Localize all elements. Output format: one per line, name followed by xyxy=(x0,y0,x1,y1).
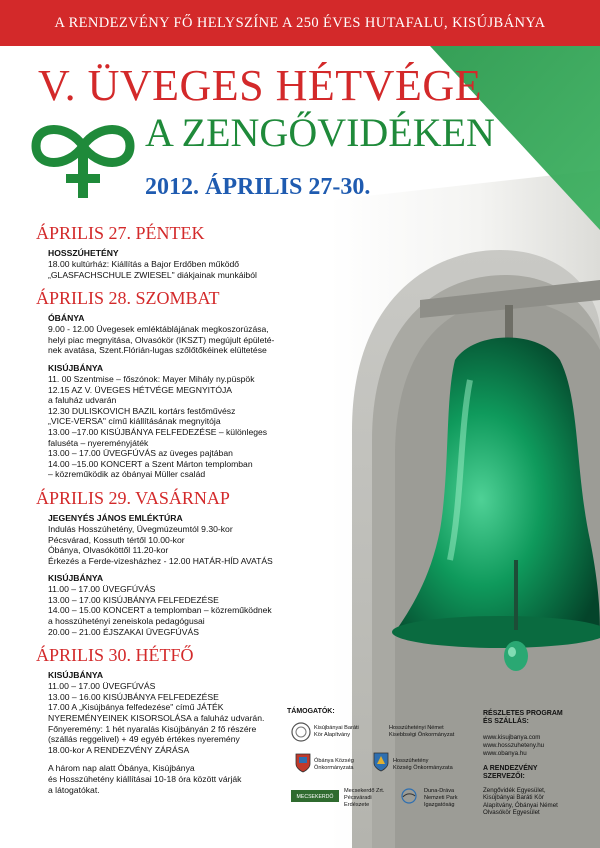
day-block-sunday xyxy=(36,487,356,637)
mecsekerdo-logo xyxy=(291,790,339,802)
program-line: 13.00 – 16.00 KISÚJBÁNYA FELFEDEZÉSE xyxy=(48,691,219,702)
organizer-line: Kisújbányai Baráti Kör xyxy=(483,794,544,802)
program-line: 14.00 –15.00 KONCERT a Szent Márton templomban xyxy=(48,458,253,469)
program-line: Indulás Hosszúhetény, Üvegmúzeumtól 9.30-kor xyxy=(48,523,233,534)
sponsor-duna-drava: Duna-Dráva Nemzeti Park Igazgatóság xyxy=(424,788,458,808)
sponsor-hosszuheteny-onkormanyzat: Hosszúhetény Község Önkormányzata xyxy=(393,758,453,771)
info-panel xyxy=(483,710,595,817)
day-heading: ÁPRILIS 30. HÉTFŐ xyxy=(36,645,194,666)
program-line: 11. 00 Szentmise – főszónok: Mayer Mihály ny.püspök xyxy=(48,373,255,384)
program-line: 11.00 – 17.00 ÜVEGFÚVÁS xyxy=(48,584,156,595)
program-line: 17.00 A „Kisújbánya felfedezése" című JÁTÉK xyxy=(48,702,224,713)
sponsor-hosszuhetenyi-nemet: Hosszúhetényi Német Kisebbségi Önkormányzat xyxy=(389,725,455,738)
coat-of-arms-icon xyxy=(295,753,311,773)
svg-text:MECSEKERDŐ: MECSEKERDŐ xyxy=(296,794,334,801)
organizer-line: Zengővidék Egyesület, xyxy=(483,786,546,794)
program-line: 13.00 – 17.00 ÜVEGFÚVÁS az üveges pajtában xyxy=(48,448,233,459)
program-line: a hosszúhetényi zeneiskola pedagógusai xyxy=(48,616,205,627)
program-line: a faluház udvarán xyxy=(48,395,117,406)
program-section xyxy=(48,513,356,566)
program-section xyxy=(48,313,356,356)
sponsor-mecsekerdo: Mecsekerdő Zrt. Pécsváradi Erdészete xyxy=(344,788,385,808)
program-line: 13.00 – 17.00 KISÚJBÁNYA FELFEDEZÉSE xyxy=(48,594,219,605)
event-subtitle: A ZENGŐVIDÉKEN xyxy=(145,110,495,155)
day-heading: ÁPRILIS 27. PÉNTEK xyxy=(36,223,205,243)
program-line: 9.00 - 12.00 Üvegesek emléktáblájának megkoszorúzása, xyxy=(48,324,269,335)
day-block-saturday xyxy=(36,287,356,480)
section-title: ÓBÁNYA xyxy=(48,313,85,324)
program-line: helyi piac megnyitása, Olvasókör (IKSZT) megújult épületé- xyxy=(48,334,275,345)
program-line: Érkezés a Ferde-vizesházhez - 12.00 HATÁR-HÍD AVATÁS xyxy=(48,555,273,566)
program-line: „VICE-VERSA" című kiállításának megnyitója xyxy=(48,416,221,427)
program-line: 12.30 DULISKOVICH BAZIL kortárs festőművész xyxy=(48,405,236,416)
program-line: Főnyeremény: 1 hét nyaralás Kisújbányán 2 fő részére xyxy=(48,723,257,734)
top-banner: A RENDEZVÉNY FŐ HELYSZÍNE A 250 ÉVES HUTAFALU, KISÚJBÁNYA xyxy=(0,0,600,46)
program-line: (szállás reggelivel) + 49 egyéb értékes nyeremény xyxy=(48,734,240,745)
program-line: 18.00 kultúrház: Kiállítás a Bajor Erdőben működő xyxy=(48,259,240,269)
sponsors-panel xyxy=(287,708,477,843)
event-date: 2012. ÁPRILIS 27-30. xyxy=(145,174,371,200)
seal-icon xyxy=(291,722,311,742)
day-heading: ÁPRILIS 29. VASÁRNAP xyxy=(36,487,230,508)
program-section xyxy=(48,363,356,480)
program-info-title: RÉSZLETES PROGRAM ÉS SZÁLLÁS: xyxy=(483,710,563,726)
closing-line: A három nap alatt Óbánya, Kisújbánya xyxy=(48,763,195,774)
program-line: 11.00 – 17.00 ÜVEGFÚVÁS xyxy=(48,681,156,692)
program-line: NYEREMÉNYEINEK KISORSOLÁSA a faluház udvarán. xyxy=(48,713,265,724)
program-line: 14.00 – 15.00 KONCERT a templomban – közreműködnek xyxy=(48,605,272,616)
website-link[interactable]: www.hosszuheteny.hu xyxy=(483,742,545,749)
program-line: Óbánya, Olvasóköttől 11.20-kor xyxy=(48,545,169,556)
program-line: nek avatása, Szent.Flórián-lugas szőlőtőkéinek elültetése xyxy=(48,345,267,356)
day-heading: ÁPRILIS 28. SZOMBAT xyxy=(36,288,220,309)
day-block-friday xyxy=(36,222,356,280)
closing-line: a látogatókat. xyxy=(48,784,100,795)
coat-of-arms-icon xyxy=(373,752,389,772)
program-line: Pécsvárad, Kossuth tértől 10.00-kor xyxy=(48,534,185,545)
program-line: 20.00 – 21.00 ÉJSZAKAI ÜVEGFÚVÁS xyxy=(48,626,199,637)
organizer-line: Olvasókör Egyesület xyxy=(483,809,540,817)
section-title: KISÚJBÁNYA xyxy=(48,362,104,373)
program-line: 12.15 AZ V. ÜVEGES HÉTVÉGE MEGNYITÓJA xyxy=(48,384,233,395)
sponsor-kisujbanya-kor: Kisújbányai Baráti Kör Alapítvány xyxy=(314,725,359,738)
sponsor-obanya-onkormanyzat: Óbánya Község Önkormányzata xyxy=(314,758,354,771)
section-title: JEGENYÉS JÁNOS EMLÉKTÚRA xyxy=(48,512,183,523)
sponsors-title: TÁMOGATÓK: xyxy=(287,708,335,715)
organizers-title: A RENDEZVÉNY SZERVEZŐI: xyxy=(483,765,538,781)
program-section xyxy=(48,248,356,280)
program-line: faluséta – nyereményjáték xyxy=(48,437,149,448)
program-line: 13.00 –17.00 KISÚJBÁNYA FELFEDEZÉSE – különleges xyxy=(48,426,268,437)
program-section xyxy=(48,573,356,637)
program-line: „GLASFACHSCHULE ZWIESEL" diákjainak munkáiból xyxy=(48,269,257,280)
program-line: – közreműködik az óbányai Müller család xyxy=(48,469,206,480)
organizer-line: Alapítvány, Óbányai Német xyxy=(483,801,558,809)
section-title: HOSSZÚHETÉNY xyxy=(48,248,119,258)
program-line: 18.00-kor A RENDEZVÉNY ZÁRÁSA xyxy=(48,744,190,755)
closing-line: és Hosszúhetény kiállításai 10-18 óra között várják xyxy=(48,774,242,784)
section-title: KISÚJBÁNYA xyxy=(48,670,104,681)
infinity-cross-logo-icon xyxy=(28,116,138,200)
section-title: KISÚJBÁNYA xyxy=(48,573,104,584)
bird-logo-icon xyxy=(398,788,420,804)
event-title: V. ÜVEGES HÉTVÉGE xyxy=(38,61,482,110)
website-link[interactable]: www.obanya.hu xyxy=(483,749,527,757)
website-link[interactable]: www.kisujbanya.com xyxy=(483,734,541,742)
